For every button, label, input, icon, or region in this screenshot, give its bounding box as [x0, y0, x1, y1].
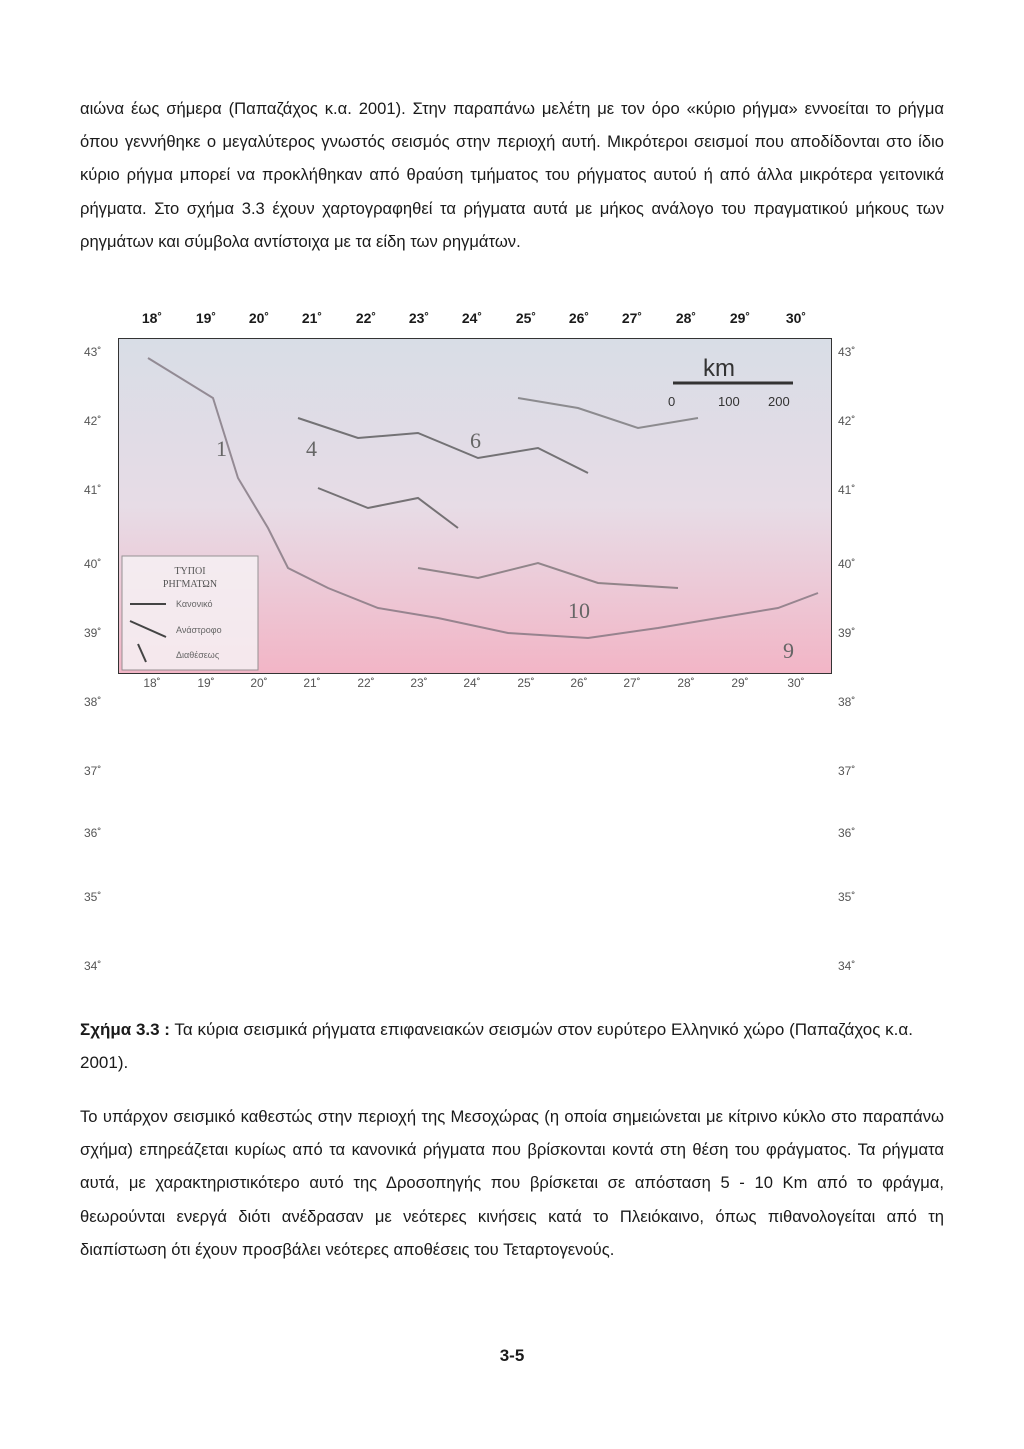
lat-tick: 42˚ — [838, 414, 856, 428]
caption-text: Τα κύρια σεισμικά ρήγματα επιφανειακών σεισμών στον ευρύτερο Ελληνικό χώρο (Παπαζάχος κ.α. 2001). — [80, 1020, 913, 1072]
lat-tick: 37˚ — [84, 764, 102, 778]
scale-label: 200 — [768, 394, 790, 409]
lon-tick: 21˚ — [303, 676, 321, 690]
lon-tick: 27˚ — [621, 310, 643, 326]
page-number: 3-5 — [499, 1346, 525, 1365]
lon-tick: 25˚ — [515, 310, 537, 326]
lon-tick: 29˚ — [731, 676, 749, 690]
region-number: 6 — [470, 428, 481, 453]
lat-tick: 38˚ — [84, 695, 102, 709]
lat-tick: 41˚ — [84, 483, 102, 497]
lat-tick: 35˚ — [84, 890, 102, 904]
lat-tick: 40˚ — [84, 557, 102, 571]
legend-title: ΡΗΓΜΑΤΩΝ — [162, 579, 218, 590]
scale-label: 100 — [718, 394, 740, 409]
region-number: 9 — [783, 638, 794, 663]
scale-label: 0 — [668, 394, 676, 409]
lat-tick: 36˚ — [84, 826, 102, 840]
lat-tick: 36˚ — [838, 826, 856, 840]
body-paragraph-1: αιώνα έως σήμερα (Παπαζάχος κ.α. 2001). Στην παραπάνω μελέτη με τον όρο «κύριο ρήγμα» εννοείται το ρήγμα όπου γεννήθηκε ο μεγαλύτερος γνωστός σεισμός στην περιοχή αυτή. Μικρότεροι σεισμοί που αποδίδονται στο ίδιο κύριο ρήγμα μπορεί να προκλήθηκαν από θραύση τμήματος του ρήγματος αυτού ή από άλλα μικρότερα γειτονικά ρήγματα. Στο σχήμα 3.3 έχουν χαρτογραφηθεί τα ρήγματα αυτά με μήκος ανάλογο του πραγματικού μήκους των ρηγμάτων και σύμβολα αντίστοιχα με τα είδη των ρηγμάτων. — [80, 99, 944, 251]
lat-tick: 41˚ — [838, 483, 856, 497]
lon-tick: 27˚ — [623, 676, 641, 690]
lat-tick: 34˚ — [84, 959, 102, 973]
lon-tick: 28˚ — [677, 676, 695, 690]
lat-tick: 39˚ — [838, 626, 856, 640]
lon-tick: 30˚ — [785, 310, 807, 326]
lon-tick: 22˚ — [355, 310, 377, 326]
scale-unit: km — [703, 355, 735, 382]
lat-tick: 37˚ — [838, 764, 856, 778]
legend-title: ΤΥΠΟΙ — [174, 566, 206, 577]
lon-tick: 20˚ — [248, 310, 270, 326]
lon-tick: 19˚ — [197, 676, 215, 690]
region-number: 1 — [216, 436, 227, 461]
lat-tick: 34˚ — [838, 959, 856, 973]
lat-tick: 35˚ — [838, 890, 856, 904]
fault-map — [118, 338, 832, 674]
caption-label: Σχήμα 3.3 : — [80, 1020, 170, 1039]
lat-tick: 43˚ — [838, 345, 856, 359]
lon-tick: 28˚ — [675, 310, 697, 326]
lon-tick: 24˚ — [461, 310, 483, 326]
lon-tick: 23˚ — [408, 310, 430, 326]
lat-tick: 38˚ — [838, 695, 856, 709]
lon-tick: 20˚ — [250, 676, 268, 690]
lon-tick: 21˚ — [301, 310, 323, 326]
legend-item: Κανονικό — [176, 599, 213, 609]
figure-caption — [80, 1013, 944, 1079]
lon-tick: 25˚ — [517, 676, 535, 690]
lat-tick: 42˚ — [84, 414, 102, 428]
lon-tick: 30˚ — [787, 676, 805, 690]
lon-tick: 18˚ — [143, 676, 161, 690]
lat-tick: 40˚ — [838, 557, 856, 571]
lon-tick: 18˚ — [141, 310, 163, 326]
body-paragraph-2: Το υπάρχον σεισμικό καθεστώς στην περιοχή της Μεσοχώρας (η οποία σημειώνεται με κίτρινο κύκλο στο παραπάνω σχήμα) επηρεάζεται κυρίως από τα κανονικά ρήγματα που βρίσκονται κοντά στη θέση του φράγματος. Τα ρήγματα αυτά, με χαρακτηριστικότερο αυτό της Δροσοπηγής που βρίσκεται σε απόσταση 5 - 10 Km από το φράγμα, θεωρούνται ενεργά διότι ανέδρασαν με νεότερες κινήσεις κατά το Πλειόκαινο, όπως πιθανολογείται από τη διαπίστωση ότι έχουν προσβάλει νεότερες αποθέσεις του Τεταρτογενούς. — [80, 1107, 944, 1259]
lat-tick: 43˚ — [84, 345, 102, 359]
lon-tick: 19˚ — [195, 310, 217, 326]
lon-tick: 23˚ — [410, 676, 428, 690]
lon-tick: 22˚ — [357, 676, 375, 690]
legend-item: Διαθέσεως — [176, 650, 220, 660]
region-number: 4 — [306, 436, 317, 461]
lon-tick: 26˚ — [568, 310, 590, 326]
legend-box — [122, 556, 258, 670]
lon-tick: 26˚ — [570, 676, 588, 690]
lon-tick: 29˚ — [729, 310, 751, 326]
legend-item: Ανάστροφο — [176, 625, 222, 635]
lat-tick: 39˚ — [84, 626, 102, 640]
region-number: 10 — [568, 598, 590, 623]
lon-tick: 24˚ — [463, 676, 481, 690]
